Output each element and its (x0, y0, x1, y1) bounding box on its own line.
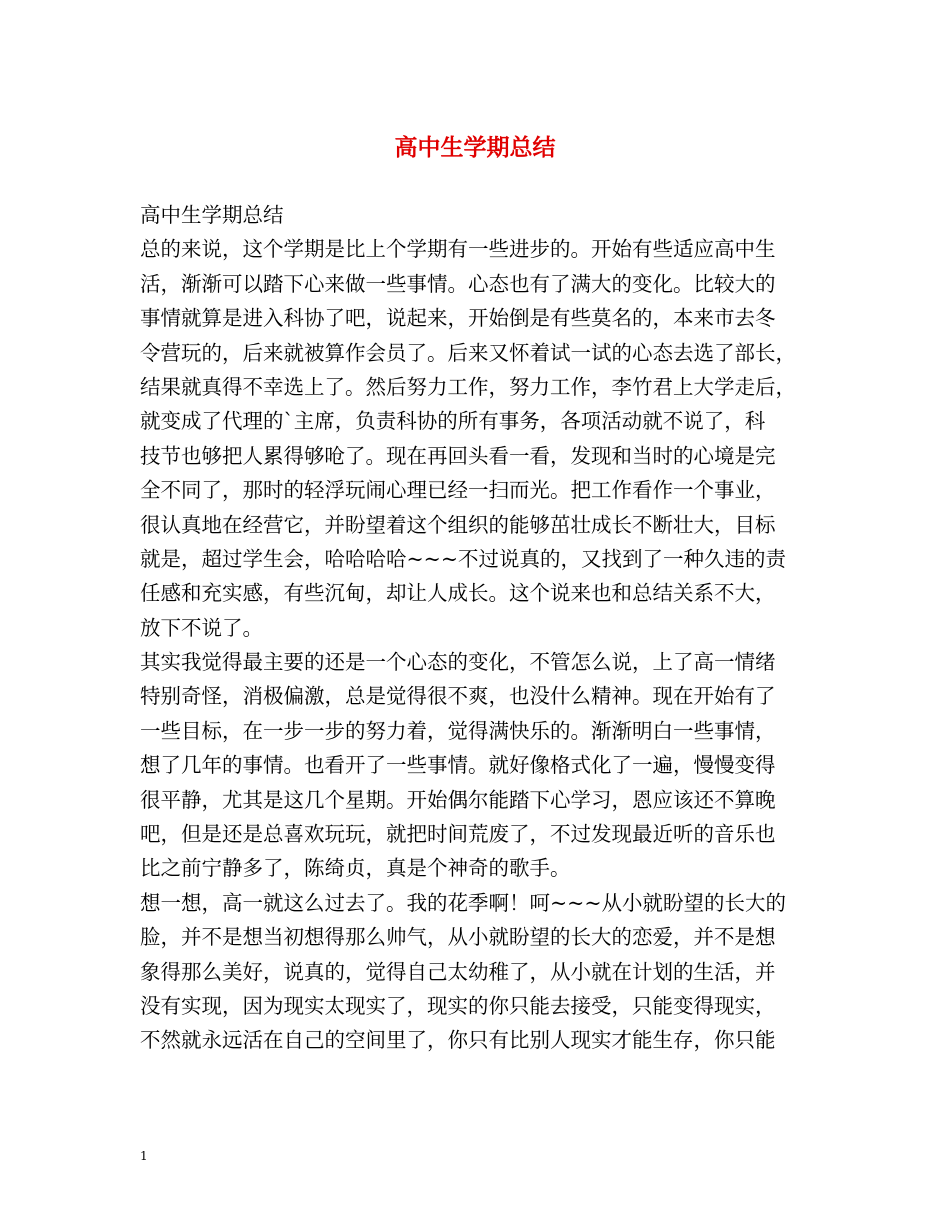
text-line: 一些目标，在一步一步的努力着，觉得满快乐的。渐渐明白一些事情， (140, 718, 776, 743)
text-line: 很认真地在经营它，并盼望着这个组织的能够茁壮成长不断壮大，目标 (140, 512, 776, 537)
text-line: 总的来说，这个学期是比上个学期有一些进步的。开始有些适应高中生 (140, 237, 776, 262)
text-line: 就是，超过学生会，哈哈哈哈~~~不过说真的，又找到了一种久违的责 (140, 546, 787, 571)
text-line: 事情就算是进入科协了吧，说起来，开始倒是有些莫名的，本来市去冬 (140, 306, 776, 331)
text-line: 高中生学期总结 (140, 203, 284, 227)
document-title: 高中生学期总结 (394, 134, 556, 161)
text-line: 比之前宁静多了，陈绮贞，真是个神奇的歌手。 (140, 856, 571, 881)
text-line: 象得那么美好，说真的，觉得自己太幼稚了，从小就在计划的生活，并 (140, 959, 776, 984)
text-line: 技节也够把人累得够呛了。现在再回头看一看，发现和当时的心境是完 (140, 443, 776, 468)
text-line: 结果就真得不幸选上了。然后努力工作，努力工作，李竹君上大学走后， (140, 374, 796, 399)
text-line: 就变成了代理的`主席，负责科协的所有事务，各项活动就不说了，科 (140, 409, 766, 434)
text-line: 令营玩的，后来就被算作会员了。后来又怀着试一试的心态去选了部长， (140, 340, 796, 365)
text-line: 放下不说了。 (140, 615, 263, 640)
text-line: 全不同了，那时的轻浮玩闹心理已经一扫而光。把工作看作一个事业， (140, 478, 776, 503)
document-body (140, 198, 822, 1058)
text-line: 想一想，高一就这么过去了。我的花季啊！呵~~~从小就盼望的长大的 (140, 890, 787, 915)
text-line: 脸，并不是想当初想得那么帅气，从小就盼望的长大的恋爱，并不是想 (140, 925, 776, 950)
text-line: 很平静，尤其是这几个星期。开始偶尔能踏下心学习，恩应该还不算晚 (140, 787, 776, 812)
text-line: 想了几年的事情。也看开了一些事情。就好像格式化了一遍，慢慢变得 (140, 753, 776, 778)
text-line: 其实我觉得最主要的还是一个心态的变化，不管怎么说，上了高一情绪 (140, 650, 776, 675)
text-line: 吧，但是还是总喜欢玩玩，就把时间荒废了，不过发现最近听的音乐也 (140, 822, 776, 847)
text-line: 活，渐渐可以踏下心来做一些事情。心态也有了满大的变化。比较大的 (140, 271, 776, 296)
text-line: 任感和充实感，有些沉甸，却让人成长。这个说来也和总结关系不大， (140, 581, 776, 606)
text-line: 没有实现，因为现实太现实了，现实的你只能去接受，只能变得现实， (140, 993, 776, 1018)
page-number: 1 (140, 1149, 148, 1163)
text-line: 不然就永远活在自己的空间里了，你只有比别人现实才能生存，你只能 (140, 1028, 776, 1053)
text-line: 特别奇怪，消极偏激，总是觉得很不爽，也没什么精神。现在开始有了 (140, 684, 776, 709)
